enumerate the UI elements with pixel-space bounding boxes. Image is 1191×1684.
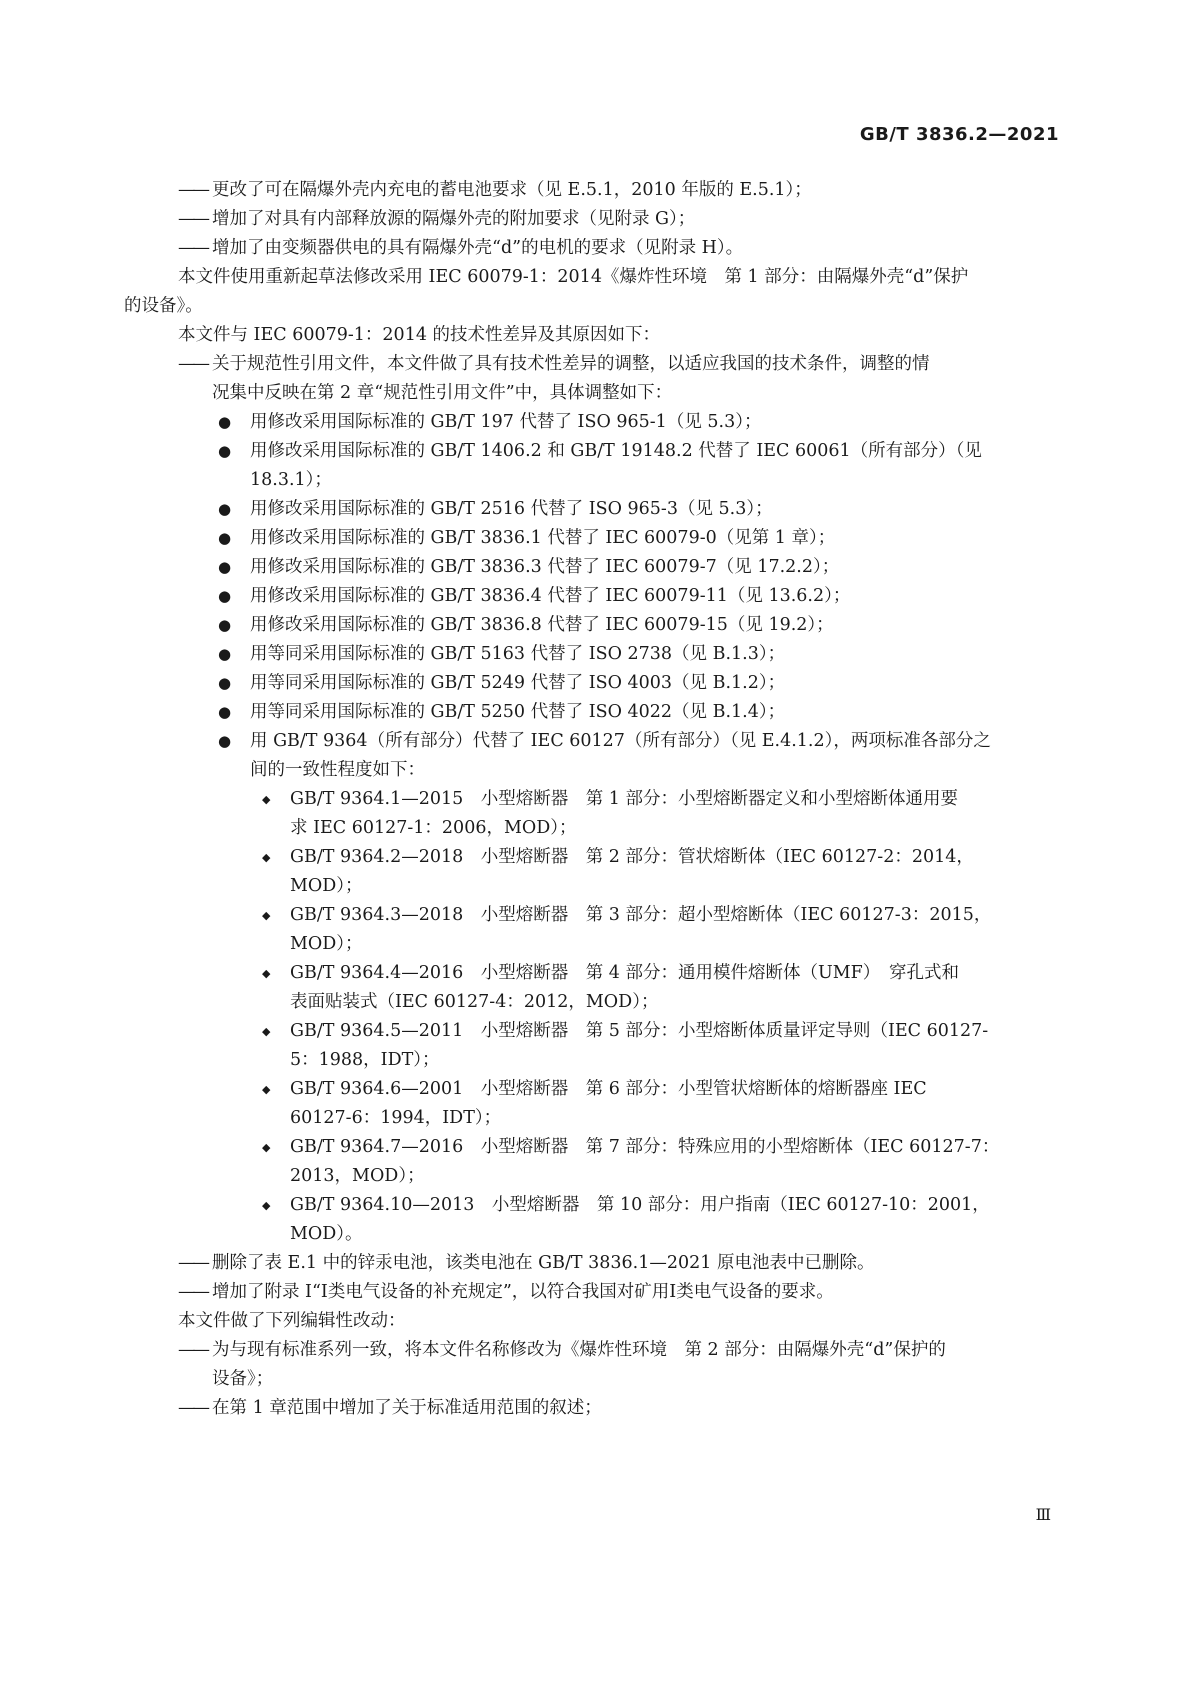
text-line [124,930,1059,959]
text-line [124,1249,1059,1278]
bullet-item-text: 用修改采用国际标准的 GB/T 3836.8 代替了 IEC 60079-15（见 19.2）； [250,615,834,635]
dash-marker [178,176,207,205]
sub-bullet-item-continuation: 5：1988，IDT）； [290,1050,440,1070]
dash-marker [178,350,207,379]
paragraph-text: 本文件做了下列编辑性改动： [178,1311,406,1331]
text-line [124,234,1059,263]
sub-bullet-item-continuation: MOD）； [290,934,363,954]
text-line [124,785,1059,814]
bullet-item-continuation: 间的一致性程度如下： [250,760,425,780]
bullet-item-text: 用修改采用国际标准的 GB/T 3836.3 代替了 IEC 60079-7（见 17.2.2）； [250,557,840,577]
text-line [124,1336,1059,1365]
bullet-dot-icon: ● [218,529,232,547]
text-line [124,1394,1059,1423]
text-line [124,901,1059,930]
text-line [124,1017,1059,1046]
bullet-item-text: 用等同采用国际标准的 GB/T 5249 代替了 ISO 4003（见 B.1.2）； [250,673,786,693]
sub-bullet-item-text: GB/T 9364.6—2001 小型熔断器 第 6 部分：小型管状熔断体的熔断器座 IEC [290,1079,927,1099]
text-line [124,379,1059,408]
diamond-bullet-icon: ◆ [262,1199,271,1212]
bullet-dot-icon: ● [218,558,232,576]
text-line [124,176,1059,205]
sub-bullet-item-text: GB/T 9364.10—2013 小型熔断器 第 10 部分：用户指南（IEC 60127-10：2001， [290,1195,990,1215]
bullet-item-text: 用修改采用国际标准的 GB/T 2516 代替了 ISO 965-3（见 5.3）； [250,499,773,519]
dash-marker [178,1278,207,1307]
sub-bullet-item-text: GB/T 9364.1—2015 小型熔断器 第 1 部分：小型熔断器定义和小型熔断体通用要 [290,789,958,809]
text-line [124,437,1059,466]
dash-marker [178,234,207,263]
sub-bullet-item-text: GB/T 9364.4—2016 小型熔断器 第 4 部分：通用模件熔断体（UMF） 穿孔式和 [290,963,960,983]
bullet-dot-icon: ● [218,500,232,518]
text-line [124,611,1059,640]
bullet-dot-icon: ● [218,616,232,634]
dash-item-text: 更改了可在隔爆外壳内充电的蓄电池要求（见 E.5.1，2010 年版的 E.5.1）； [212,180,812,200]
bullet-dot-icon: ● [218,674,232,692]
text-line [124,292,1059,321]
bullet-dot-icon: ● [218,413,232,431]
diamond-bullet-icon: ◆ [262,793,271,806]
diamond-bullet-icon: ◆ [262,1083,271,1096]
text-line [124,1133,1059,1162]
text-line [124,814,1059,843]
sub-bullet-item-continuation: MOD）。 [290,1224,363,1244]
document-number: GB/T 3836.2—2021 [859,124,1059,145]
dash-item-text: 增加了由变频器供电的具有隔爆外壳“d”的电机的要求（见附录 H）。 [212,238,744,258]
bullet-item-text: 用修改采用国际标准的 GB/T 3836.1 代替了 IEC 60079-0（见第 1 章）； [250,528,836,548]
text-line [124,205,1059,234]
text-line [124,756,1059,785]
text-line [124,263,1059,292]
text-line [124,698,1059,727]
bullet-item-continuation: 18.3.1）； [250,470,332,490]
dash-item-text: 关于规范性引用文件，本文件做了具有技术性差异的调整，以适应我国的技术条件，调整的情 [212,354,930,374]
sub-bullet-item-text: GB/T 9364.5—2011 小型熔断器 第 5 部分：小型熔断体质量评定导则（IEC 60127- [290,1021,989,1041]
diamond-bullet-icon: ◆ [262,851,271,864]
bullet-dot-icon: ● [218,703,232,721]
sub-bullet-item-continuation: 60127-6：1994，IDT）； [290,1108,502,1128]
text-line [124,408,1059,437]
dash-item-text: 在第 1 章范围中增加了关于标准适用范围的叙述； [212,1398,602,1418]
dash-marker [178,205,207,234]
text-line [124,959,1059,988]
bullet-item-text: 用等同采用国际标准的 GB/T 5163 代替了 ISO 2738（见 B.1.3）； [250,644,786,664]
bullet-dot-icon: ● [218,587,232,605]
text-line [124,727,1059,756]
dash-item-text: 删除了表 E.1 中的锌汞电池，该类电池在 GB/T 3836.1—2021 原电池表中已删除。 [212,1253,875,1273]
text-line [124,1162,1059,1191]
paragraph-text: 本文件使用重新起草法修改采用 IEC 60079-1：2014《爆炸性环境 第 1 部分：由隔爆外壳“d”保护 [178,267,969,287]
text-line [124,872,1059,901]
sub-bullet-item-text: GB/T 9364.7—2016 小型熔断器 第 7 部分：特殊应用的小型熔断体（IEC 60127-7： [290,1137,1000,1157]
text-line [124,1191,1059,1220]
text-line [124,1104,1059,1133]
dash-item-continuation: 设备》； [212,1369,274,1389]
dash-marker [178,1249,207,1278]
text-line [124,553,1059,582]
paragraph-text: 本文件与 IEC 60079-1：2014 的技术性差异及其原因如下： [178,325,661,345]
page-number: Ⅲ [1035,1505,1051,1524]
diamond-bullet-icon: ◆ [262,1025,271,1038]
document-body [124,176,1059,1423]
text-line [124,466,1059,495]
paragraph-continuation: 的设备》。 [124,296,203,316]
dash-item-text: 为与现有标准系列一致，将本文件名称修改为《爆炸性环境 第 2 部分：由隔爆外壳“d”保护的 [212,1340,946,1360]
sub-bullet-item-continuation: MOD）； [290,876,363,896]
diamond-bullet-icon: ◆ [262,967,271,980]
bullet-item-text: 用等同采用国际标准的 GB/T 5250 代替了 ISO 4022（见 B.1.4）； [250,702,786,722]
sub-bullet-item-continuation: 2013，MOD）； [290,1166,425,1186]
sub-bullet-item-continuation: 求 IEC 60127-1：2006，MOD）； [290,818,577,838]
dash-item-continuation: 况集中反映在第 2 章“规范性引用文件”中，具体调整如下： [212,383,673,403]
text-line [124,669,1059,698]
bullet-item-text: 用修改采用国际标准的 GB/T 197 代替了 ISO 965-1（见 5.3）； [250,412,762,432]
dash-item-text: 增加了对具有内部释放源的隔爆外壳的附加要求（见附录 G）； [212,209,696,229]
text-line [124,1278,1059,1307]
diamond-bullet-icon: ◆ [262,909,271,922]
bullet-dot-icon: ● [218,442,232,460]
bullet-item-text: 用修改采用国际标准的 GB/T 3836.4 代替了 IEC 60079-11（见 13.6.2）； [250,586,851,606]
dash-marker [178,1336,207,1365]
text-line [124,582,1059,611]
diamond-bullet-icon: ◆ [262,1141,271,1154]
text-line [124,350,1059,379]
text-line [124,524,1059,553]
text-line [124,321,1059,350]
sub-bullet-item-text: GB/T 9364.2—2018 小型熔断器 第 2 部分：管状熔断体（IEC 60127-2：2014， [290,847,974,867]
text-line [124,495,1059,524]
text-line [124,843,1059,872]
text-line [124,1046,1059,1075]
text-line [124,988,1059,1017]
text-line [124,640,1059,669]
text-line [124,1075,1059,1104]
bullet-item-text: 用修改采用国际标准的 GB/T 1406.2 和 GB/T 19148.2 代替了 IEC 60061（所有部分）（见 [250,441,982,461]
sub-bullet-item-text: GB/T 9364.3—2018 小型熔断器 第 3 部分：超小型熔断体（IEC 60127-3：2015， [290,905,992,925]
text-line [124,1365,1059,1394]
sub-bullet-item-continuation: 表面贴装式（IEC 60127-4：2012，MOD）； [290,992,659,1012]
text-line [124,1220,1059,1249]
bullet-dot-icon: ● [218,732,232,750]
bullet-dot-icon: ● [218,645,232,663]
bullet-item-text: 用 GB/T 9364（所有部分）代替了 IEC 60127（所有部分）（见 E.4.1.2），两项标准各部分之 [250,731,991,751]
text-line [124,1307,1059,1336]
dash-item-text: 增加了附录 I“Ⅰ类电气设备的补充规定”，以符合我国对矿用Ⅰ类电气设备的要求。 [212,1282,834,1302]
dash-marker [178,1394,207,1423]
